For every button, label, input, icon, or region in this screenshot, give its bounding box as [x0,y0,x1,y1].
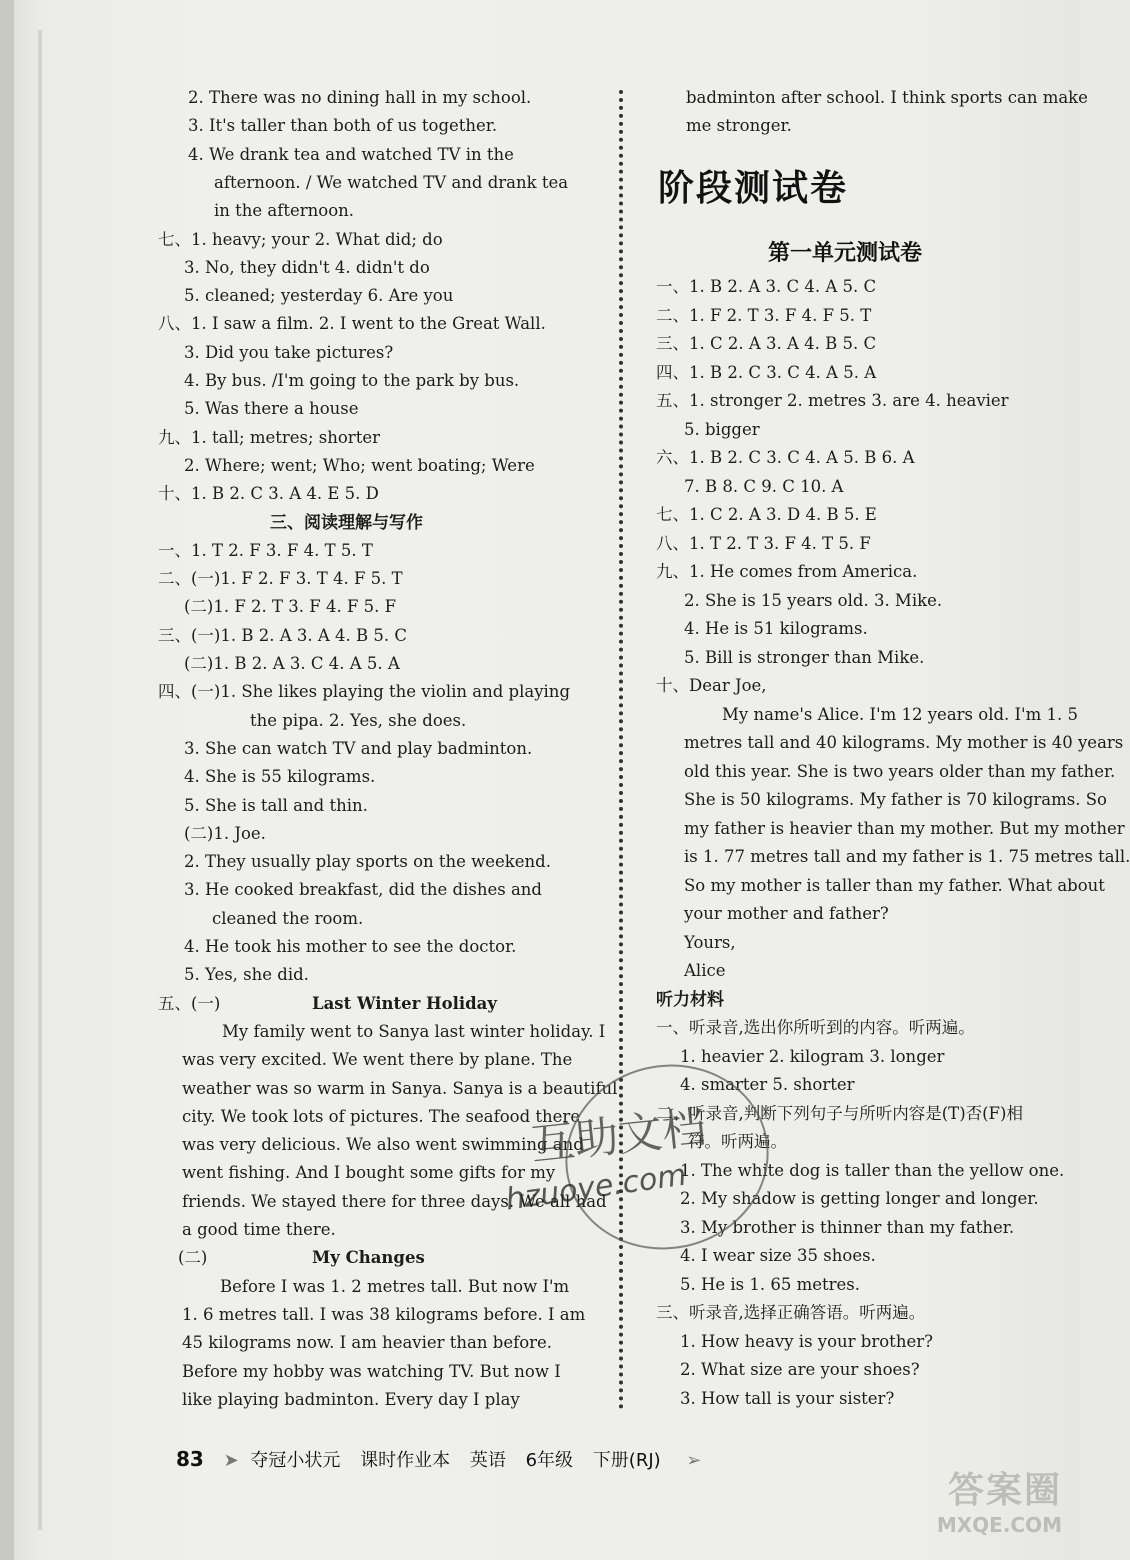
answer-line: 4. I wear size 35 shoes. [680,1246,876,1265]
answer-line: 七、1. C 2. A 3. D 4. B 5. E [656,505,877,524]
book-name: 课时作业本 [360,1450,451,1471]
answer-line: 3. Did you take pictures? [184,342,394,362]
answer-line: 八、1. I saw a film. 2. I went to the Great Wall. [158,314,546,334]
answer-line: 1. 6 metres tall. I was 38 kilograms before. I am [182,1304,586,1324]
answer-line: 2. Where; went; Who; went boating; Were [184,455,535,475]
answer-line: 七、1. heavy; your 2. What did; do [158,229,443,249]
answer-line: 3. It's taller than both of us together. [188,116,498,136]
answer-line: 5. Bill is stronger than Mike. [684,647,925,667]
answer-line: old this year. She is two years older than my father. [684,761,1116,781]
answer-line: 三、1. C 2. A 3. A 4. B 5. C [656,334,877,353]
site-watermark [892,1462,1062,1552]
section-title: 阶段测试卷 [658,168,849,209]
answer-line: She is 50 kilograms. My father is 70 kilograms. So [684,790,1107,809]
series-name: 夺冠小状元 [250,1450,341,1471]
answer-line: 五、(一) [158,993,221,1013]
answer-line: 二、听录音,判断下列句子与所听内容是(T)否(F)相 [656,1103,1023,1123]
answer-line: Before I was 1. 2 metres tall. But now I'm [220,1276,570,1296]
page-footer [176,1446,708,1472]
answer-line: Yours, [684,932,736,952]
answer-line: Alice [684,961,726,980]
answer-line: 7. B 8. C 9. C 10. A [684,476,844,496]
answer-line: 3. He cooked breakfast, did the dishes and [184,880,542,900]
answer-line: 4. He took his mother to see the doctor. [184,937,517,956]
answer-line: 45 kilograms now. I am heavier than before. [182,1333,553,1353]
answer-line: city. We took lots of pictures. The seafood there [182,1106,581,1126]
chevron-right-icon: ➤ [223,1450,239,1471]
unit-test-title: 第一单元测试卷 [768,240,923,266]
binding-edge [0,0,14,1560]
volume-label: 下册(RJ) [592,1450,661,1471]
answer-line: your mother and father? [684,904,889,923]
answer-line: 4. He is 51 kilograms. [684,619,868,638]
answer-line: 一、听录音,选出你所听到的内容。听两遍。 [656,1018,975,1037]
watermark-logo-text: 答案圈 [947,1470,1062,1511]
stamp-url: hzuoye.com [503,1157,689,1218]
answer-line: 3. No, they didn't 4. didn't do [184,257,430,277]
answer-line: 三、听录音,选择正确答语。听两遍。 [656,1303,926,1322]
answer-line: weather was so warm in Sanya. Sanya is a beautiful [182,1078,618,1098]
stamp-text: 互助文档 [528,1101,709,1172]
answer-line: 4. smarter 5. shorter [680,1075,855,1094]
answer-line: was very excited. We went there by plane. The [182,1050,573,1070]
answer-line: 九、1. He comes from America. [656,562,918,581]
passage-title: My Changes [312,1248,425,1268]
answer-line: (二)1. B 2. A 3. C 4. A 5. A [184,654,400,673]
answer-line: 5. bigger [684,419,760,439]
answer-line: 5. She is tall and thin. [184,795,368,815]
binding-shadow [38,30,42,1530]
chevron-right-icon: ➢ [686,1450,702,1471]
answer-line: was very delicious. We also went swimming and [182,1135,584,1155]
answer-line: the pipa. 2. Yes, she does. [250,710,467,730]
answer-line: in the afternoon. [214,201,355,221]
answer-line: 2. There was no dining hall in my school. [188,88,532,107]
answer-line: My family went to Sanya last winter holiday. I [222,1021,606,1041]
answer-line: 五、1. stronger 2. metres 3. are 4. heavier [656,391,1009,410]
answer-line: badminton after school. I think sports can make [686,88,1088,107]
answer-line: 三、(一)1. B 2. A 3. A 4. B 5. C [158,625,407,645]
answer-line: 4. She is 55 kilograms. [184,767,376,787]
watermark-url: MXQE.COM [936,1513,1062,1537]
answer-line: 1. How heavy is your brother? [680,1331,933,1351]
answer-line: 八、1. T 2. T 3. F 4. T 5. F [656,533,871,553]
answer-line: 3. My brother is thinner than my father. [680,1217,1015,1237]
answer-line: 1. heavier 2. kilogram 3. longer [680,1046,945,1066]
answer-line: 2. What size are your shoes? [680,1360,920,1379]
answer-line: 3. How tall is your sister? [680,1388,895,1408]
answer-line: 二、(一)1. F 2. F 3. T 4. F 5. T [158,569,403,589]
answer-line: 5. cleaned; yesterday 6. Are you [184,286,454,306]
answer-line: 十、1. B 2. C 3. A 4. E 5. D [158,484,379,504]
answer-line: 2. My shadow is getting longer and longer. [680,1189,1039,1208]
answer-line: 一、1. T 2. F 3. F 4. T 5. T [158,540,373,560]
answer-line: 1. The white dog is taller than the yellow one. [680,1160,1065,1180]
answer-line: 九、1. tall; metres; shorter [158,427,380,447]
answer-line: like playing badminton. Every day I play [182,1389,520,1409]
answer-line: 听力材料 [656,989,724,1010]
answer-line: afternoon. / We watched TV and drank tea [214,172,569,192]
page-number: 83 [176,1447,204,1471]
answer-line: 5. Was there a house [184,399,359,419]
answer-line: 二、1. F 2. T 3. F 4. F 5. T [656,305,872,325]
answer-line: 4. We drank tea and watched TV in the [188,144,514,164]
subject-name: 英语 [469,1450,506,1471]
passage-title: Last Winter Holiday [312,993,497,1013]
answer-line: 十、Dear Joe, [656,676,767,695]
answer-line: is 1. 77 metres tall and my father is 1. 75 metres tall. [684,847,1130,866]
answer-line: (二) [178,1248,208,1268]
answer-line: me stronger. [686,116,792,136]
answer-line: 4. By bus. /I'm going to the park by bus. [184,371,520,390]
answer-line: (二)1. F 2. T 3. F 4. F 5. F [184,597,397,617]
answer-line: went fishing. And I bought some gifts for my [182,1163,556,1183]
answer-line: 六、1. B 2. C 3. C 4. A 5. B 6. A [656,448,915,467]
answer-line: 5. Yes, she did. [184,965,309,985]
answer-line: So my mother is taller than my father. What about [684,875,1105,895]
answer-line: cleaned the room. [212,908,364,928]
answer-line: 三、阅读理解与写作 [270,512,423,533]
answer-line: 2. They usually play sports on the weekend. [184,852,551,872]
answer-line: My name's Alice. I'm 12 years old. I'm 1. 5 [722,704,1078,724]
answer-line: a good time there. [182,1220,336,1239]
grade-label: 6年级 [525,1450,574,1471]
answer-line: 四、1. B 2. C 3. C 4. A 5. A [656,362,877,382]
answer-line: 2. She is 15 years old. 3. Mike. [684,590,943,610]
answer-line: friends. We stayed there for three days. We all had [182,1191,607,1211]
answer-line: 四、(一)1. She likes playing the violin and playing [158,682,571,702]
answer-line: 5. He is 1. 65 metres. [680,1274,861,1294]
answer-line: Before my hobby was watching TV. But now I [182,1361,561,1381]
answer-line: 符。听两遍。 [688,1132,787,1151]
answer-line: 一、1. B 2. A 3. C 4. A 5. C [656,277,877,296]
answer-line: metres tall and 40 kilograms. My mother is 40 years [684,733,1124,752]
answer-line: (二)1. Joe. [184,823,266,843]
answer-line: 3. She can watch TV and play badminton. [184,738,533,758]
answer-line: my father is heavier than my mother. But my mother [684,818,1125,838]
